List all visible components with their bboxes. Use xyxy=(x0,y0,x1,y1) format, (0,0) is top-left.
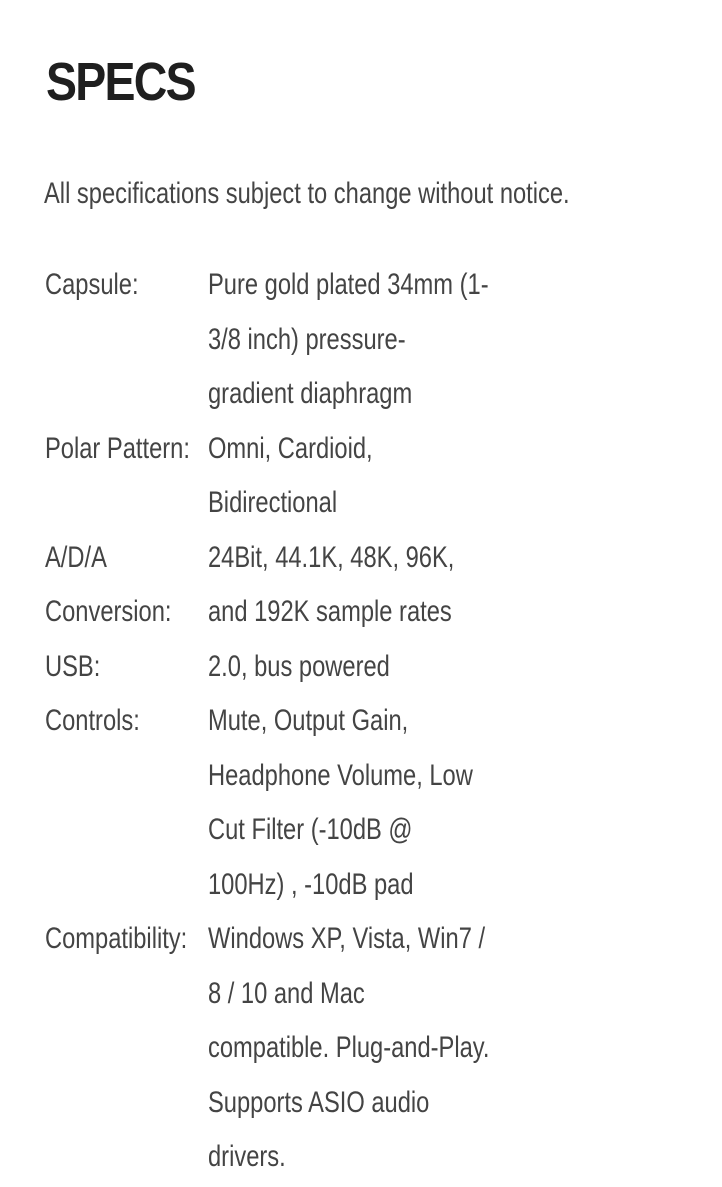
page-title: SPECS xyxy=(46,52,195,112)
specs-disclaimer: All specifications subject to change without notice. xyxy=(44,177,570,210)
spec-label xyxy=(45,531,208,640)
spec-value-text: Windows XP, Vista, Win7 / 8 / 10 and Mac compatible. Plug-and-Play. Supports ASIO audio drivers. xyxy=(208,922,490,1173)
spec-label-text: Capsule: xyxy=(45,268,139,301)
spec-label-text: A/D/A Conversion: xyxy=(45,540,172,628)
spec-label-text: USB: xyxy=(45,649,101,683)
spec-value xyxy=(208,531,618,640)
spec-value xyxy=(208,640,618,695)
spec-label xyxy=(45,422,208,477)
spec-value xyxy=(208,422,618,531)
spec-label xyxy=(45,640,208,695)
spec-label xyxy=(45,258,208,313)
spec-row-usb xyxy=(45,640,685,695)
spec-label-text: Controls: xyxy=(45,704,140,737)
spec-label-text: Compatibility: xyxy=(45,922,188,955)
spec-label xyxy=(45,912,208,967)
spec-value xyxy=(208,258,618,422)
spec-value-text: 24Bit, 44.1K, 48K, 96K, and 192K sample rates xyxy=(208,540,455,628)
spec-row-polar-pattern xyxy=(45,422,685,531)
spec-label xyxy=(45,694,208,749)
spec-row-compatibility xyxy=(45,912,685,1185)
spec-value-text: Mute, Output Gain, Headphone Volume, Low Cut Filter (-10dB @ 100Hz) , -10dB pad xyxy=(208,704,473,901)
specs-list xyxy=(45,258,685,1185)
spec-value xyxy=(208,912,618,1185)
spec-row-controls xyxy=(45,694,685,912)
spec-row-conversion xyxy=(45,531,685,640)
spec-value-text: Pure gold plated 34mm (1- 3/8 inch) pressure- gradient diaphragm xyxy=(208,268,489,410)
spec-row-capsule xyxy=(45,258,685,422)
spec-value xyxy=(208,694,618,912)
spec-value-text: 2.0, bus powered xyxy=(208,649,390,683)
spec-value-text: Omni, Cardioid, Bidirectional xyxy=(208,431,373,519)
spec-label-text: Polar Pattern: xyxy=(45,431,190,465)
